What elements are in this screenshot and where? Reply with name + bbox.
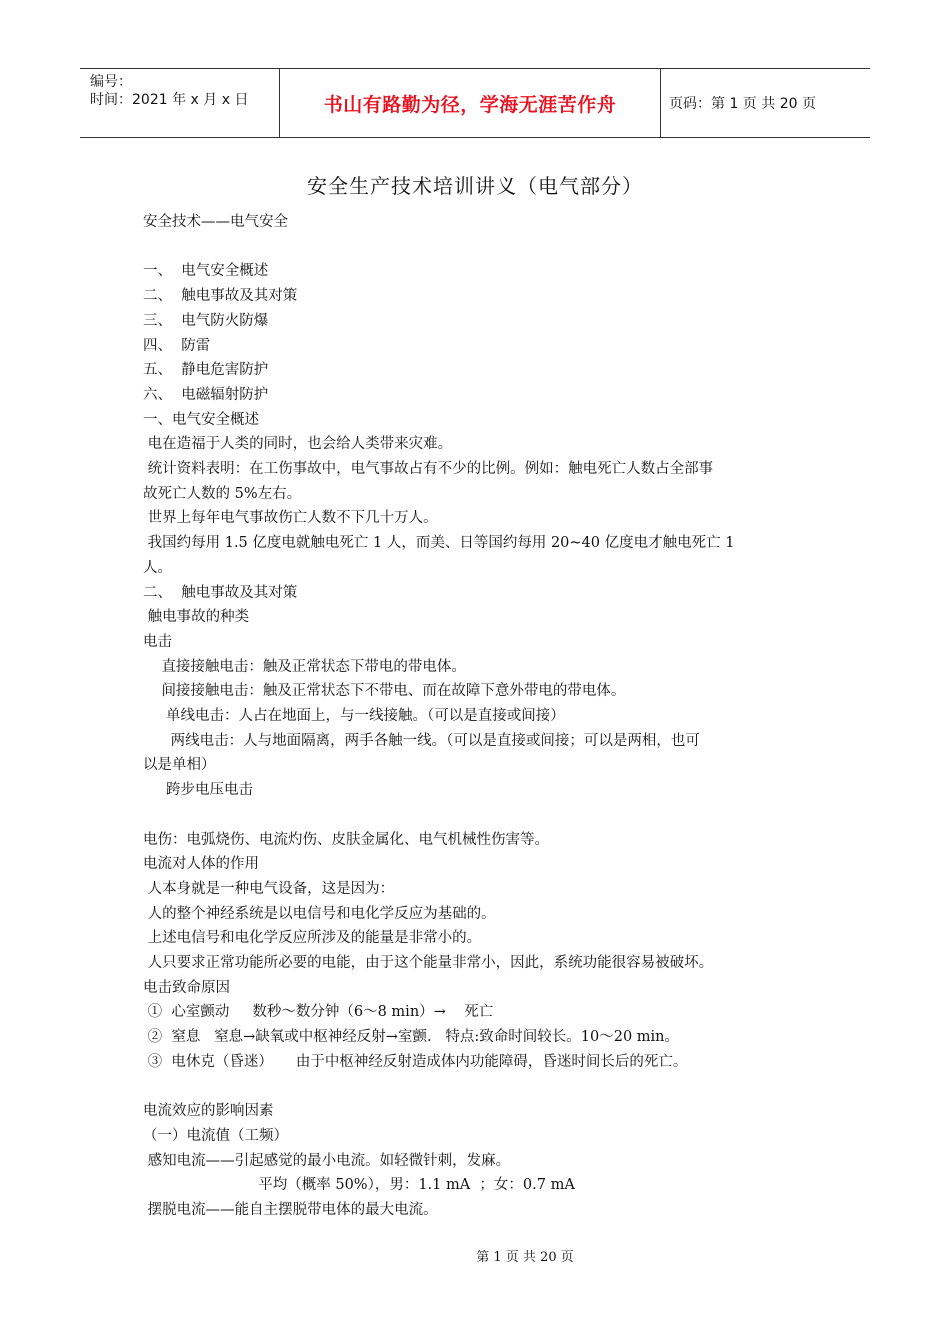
body-line: 电伤：电弧烧伤、电流灼伤、皮肤金属化、电气机械性伤害等。 <box>143 831 549 848</box>
document-title: 安全生产技术培训讲义（电气部分） <box>307 174 643 198</box>
body-line: 电流对人体的作用 <box>143 856 259 873</box>
page-info: 页码：第 1 页 共 20 页 <box>669 96 816 112</box>
body-line: 电击致命原因 <box>143 979 230 996</box>
body-line: 单线电击：人占在地面上，与一线接触。（可以是直接或间接） <box>143 708 565 725</box>
body-line: 以是单相） <box>143 757 216 774</box>
motto-text: 书山有路勤为径，学海无涯苦作舟 <box>280 69 661 137</box>
body-line: ③ 电休克（昏迷） 由于中枢神经反射造成体内功能障碍，昏迷时间长后的死亡。 <box>143 1053 688 1070</box>
document-body <box>143 210 813 1223</box>
body-line: ① 心室颤动 数秒～数分钟（6～8 min）→ 死亡 <box>143 1004 494 1021</box>
body-line: 人只要求正常功能所必要的电能，由于这个能量非常小，因此，系统功能很容易被破坏。 <box>143 955 714 972</box>
header-meta <box>80 69 280 137</box>
body-line: 我国约每用 1.5 亿度电就触电死亡 1 人，而美、日等国约每用 20~40 亿度电才触电死亡 1 <box>143 535 735 552</box>
time-label: 时间：2021 年 x 月 x 日 <box>90 92 249 108</box>
body-line: 直接接触电击：触及正常状态下带电的带电体。 <box>143 658 466 675</box>
body-line: 电在造福于人类的同时，也会给人类带来灾难。 <box>143 436 453 453</box>
blank-line <box>143 235 813 260</box>
body-line: 跨步电压电击 <box>143 782 254 799</box>
body-line: 一、 电气安全概述 <box>143 263 269 280</box>
blank-line <box>143 1075 813 1100</box>
body-line: 平均（概率 50%），男：1.1 mA ；女：0.7 mA <box>143 1177 575 1194</box>
body-line: 人的整个神经系统是以电信号和电化学反应为基础的。 <box>143 905 496 922</box>
body-line: 安全技术——电气安全 <box>143 214 288 230</box>
body-line: 三、 电气防火防爆 <box>143 312 269 329</box>
body-line: 统计资料表明：在工伤事故中，电气事故占有不少的比例。例如：触电死亡人数占全部事 <box>143 461 714 478</box>
blank-line <box>143 803 813 828</box>
body-line: 五、 静电危害防护 <box>143 362 269 379</box>
body-line: ② 窒息 窒息→缺氧或中枢神经反射→室颤. 特点:致命时间较长。10～20 min。 <box>143 1029 680 1046</box>
body-line: 二、 触电事故及其对策 <box>143 288 298 305</box>
body-line: 世界上每年电气事故伤亡人数不下几十万人。 <box>143 510 438 527</box>
body-line: 感知电流——引起感觉的最小电流。如轻微针刺，发麻。 <box>143 1152 511 1169</box>
body-line: 二、 触电事故及其对策 <box>143 584 298 601</box>
body-line: 四、 防雷 <box>143 337 211 354</box>
body-line: （一）电流值（工频） <box>143 1127 288 1144</box>
body-line: 触电事故的种类 <box>143 609 250 626</box>
page-footer: 第 1 页 共 20 页 <box>476 1250 574 1265</box>
body-line: 两线电击：人与地面隔离，两手各触一线。（可以是直接或间接；可以是两相，也可 <box>143 732 700 749</box>
body-line: 故死亡人数的 5%左右。 <box>143 485 302 502</box>
body-line: 间接接触电击：触及正常状态下不带电、而在故障下意外带电的带电体。 <box>143 683 626 700</box>
body-line: 摆脱电流——能自主摆脱带电体的最大电流。 <box>143 1202 438 1219</box>
body-line: 电流效应的影响因素 <box>143 1103 274 1120</box>
body-line: 人。 <box>143 559 172 576</box>
body-line: 六、 电磁辐射防护 <box>143 386 269 403</box>
body-line: 一、电气安全概述 <box>143 411 259 428</box>
body-line: 上述电信号和电化学反应所涉及的能量是非常小的。 <box>143 930 482 947</box>
header-table <box>80 68 870 138</box>
body-line: 人本身就是一种电气设备，这是因为： <box>143 880 395 897</box>
number-label: 编号： <box>90 74 132 90</box>
body-line: 电击 <box>143 633 172 650</box>
